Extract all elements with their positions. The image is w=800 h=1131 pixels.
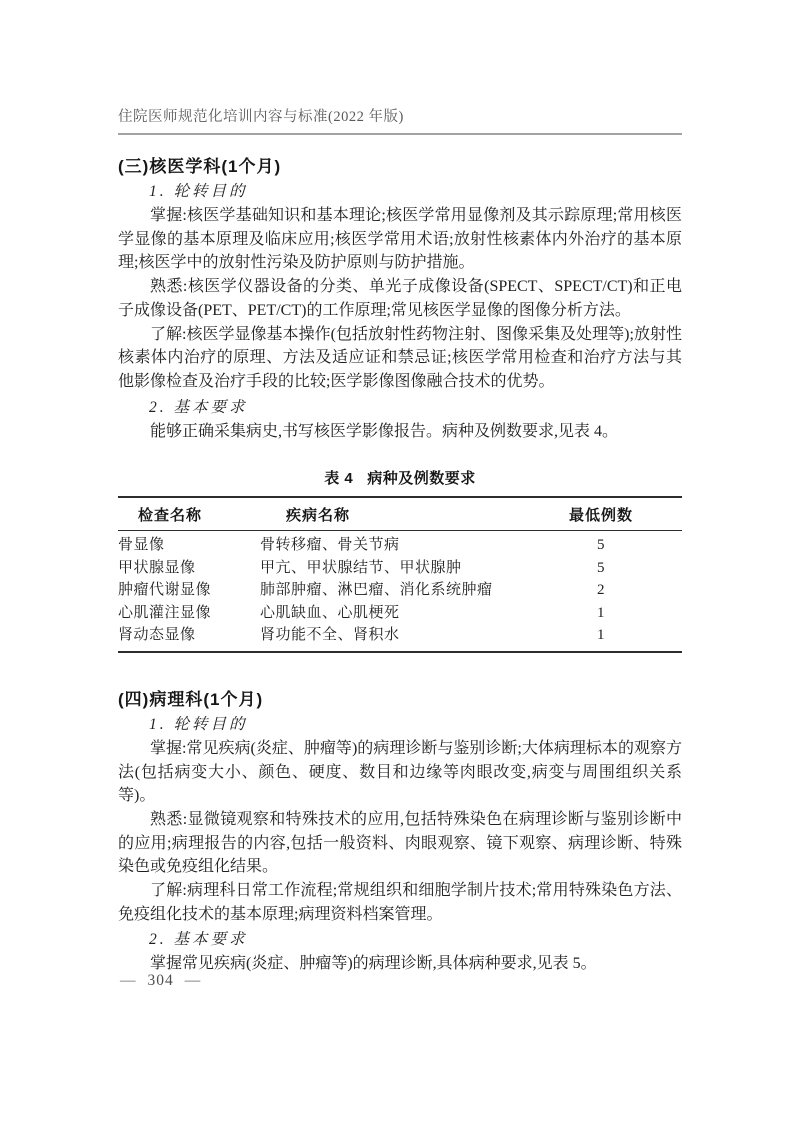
section-4-paragraph-requirement: 掌握常见疾病(炎症、肿瘤等)的病理诊断,具体病种要求,见表 5。	[150, 955, 597, 973]
page-number: 304	[147, 972, 174, 989]
section-4-subheading-rotation-purpose: 1. 轮转目的	[149, 715, 248, 733]
section-3-paragraph-understand: 了解:核医学显像基本操作(包括放射性药物注射、图像采集及处理等);放射性核素体内治疗的原理、方法及适应证和禁忌证;核医学常用检查和治疗方法与其他影像检查及治疗手段的比较;医学影像图像融合技术的优势。	[118, 325, 682, 390]
table-row	[118, 557, 682, 580]
running-head: 住院医师规范化培训内容与标准(2022 年版)	[118, 109, 404, 125]
col-header-disease-name: 疾病名称	[260, 497, 520, 531]
cell-min-cases: 1	[597, 604, 605, 621]
footer-left-dash: —	[120, 972, 137, 989]
table-4-caption-label: 表 4	[324, 470, 354, 488]
cell-min-cases: 1	[597, 627, 605, 644]
section-4-paragraph-familiar: 熟悉:显微镜观察和特殊技术的应用,包括特殊染色在病理诊断与鉴别诊断中的应用;病理报告的内容,包括一般资料、肉眼观察、镜下观察、病理诊断、特殊染色或免疫组化结果。	[118, 810, 682, 876]
page-footer	[118, 972, 212, 990]
cell-exam: 肾动态显像	[118, 627, 196, 644]
cell-disease: 肺部肿瘤、淋巴瘤、消化系统肿瘤	[260, 582, 493, 599]
cell-disease: 骨转移瘤、骨关节病	[260, 537, 400, 554]
footer-right-dash: —	[184, 972, 202, 989]
cell-exam: 甲状腺显像	[118, 559, 196, 576]
cell-min-cases: 5	[597, 559, 605, 576]
cell-min-cases: 2	[597, 582, 605, 599]
col-header-exam-name: 检查名称	[118, 497, 260, 531]
section-3-heading: (三)核医学科(1个月)	[118, 157, 282, 176]
page-content	[118, 0, 682, 976]
cell-disease: 甲亢、甲状腺结节、甲状腺肿	[260, 559, 462, 576]
cell-disease: 心肌缺血、心肌梗死	[260, 604, 400, 621]
cell-exam: 骨显像	[118, 537, 165, 554]
cell-min-cases: 5	[597, 537, 605, 554]
section-4-paragraph-mastery: 掌握:常见疾病(炎症、肿瘤等)的病理诊断与鉴别诊断;大体病理标本的观察方法(包括病变大小、颜色、硬度、数目和边缘等肉眼改变,病变与周围组织关系等)。	[118, 739, 682, 805]
section-3-paragraph-familiar: 熟悉:核医学仪器设备的分类、单光子成像设备(SPECT、SPECT/CT)和正电子成像设备(PET、PET/CT)的工作原理;常见核医学显像的图像分析方法。	[118, 278, 682, 319]
table-4-disease-case-requirements	[118, 496, 682, 653]
cell-exam: 心肌灌注显像	[118, 604, 212, 621]
section-3-paragraph-requirement: 能够正确采集病史,书写核医学影像报告。病种及例数要求,见表 4。	[150, 422, 619, 440]
section-3-paragraph-mastery: 掌握:核医学基础知识和基本理论;核医学常用显像剂及其示踪原理;常用核医学显像的基本原理及临床应用;核医学常用术语;放射性核素体内外治疗的基本原理;核医学中的放射性污染及防护原则与防护措施。	[118, 207, 682, 272]
cell-disease: 肾功能不全、肾积水	[260, 627, 400, 644]
section-4-subheading-basic-requirements: 2. 基本要求	[149, 931, 248, 949]
section-3-subheading-rotation-purpose: 1. 轮转目的	[149, 183, 248, 200]
table-4-caption-text: 病种及例数要求	[367, 470, 476, 488]
table-header-row	[118, 497, 682, 531]
table-4-caption	[118, 469, 682, 489]
section-3-subheading-basic-requirements: 2. 基本要求	[149, 398, 248, 416]
header-rule	[118, 133, 682, 135]
table-row	[118, 579, 682, 602]
section-4-paragraph-understand: 了解:病理科日常工作流程;常规组织和细胞学制片技术;常用特殊染色方法、免疫组化技术的基本原理;病理资料档案管理。	[118, 882, 682, 923]
table-row	[118, 624, 682, 652]
section-4-heading: (四)病理科(1个月)	[118, 689, 264, 709]
table-row	[118, 531, 682, 557]
cell-exam: 肿瘤代谢显像	[118, 582, 212, 599]
table-row	[118, 602, 682, 625]
col-header-minimum-cases: 最低例数	[520, 497, 682, 531]
